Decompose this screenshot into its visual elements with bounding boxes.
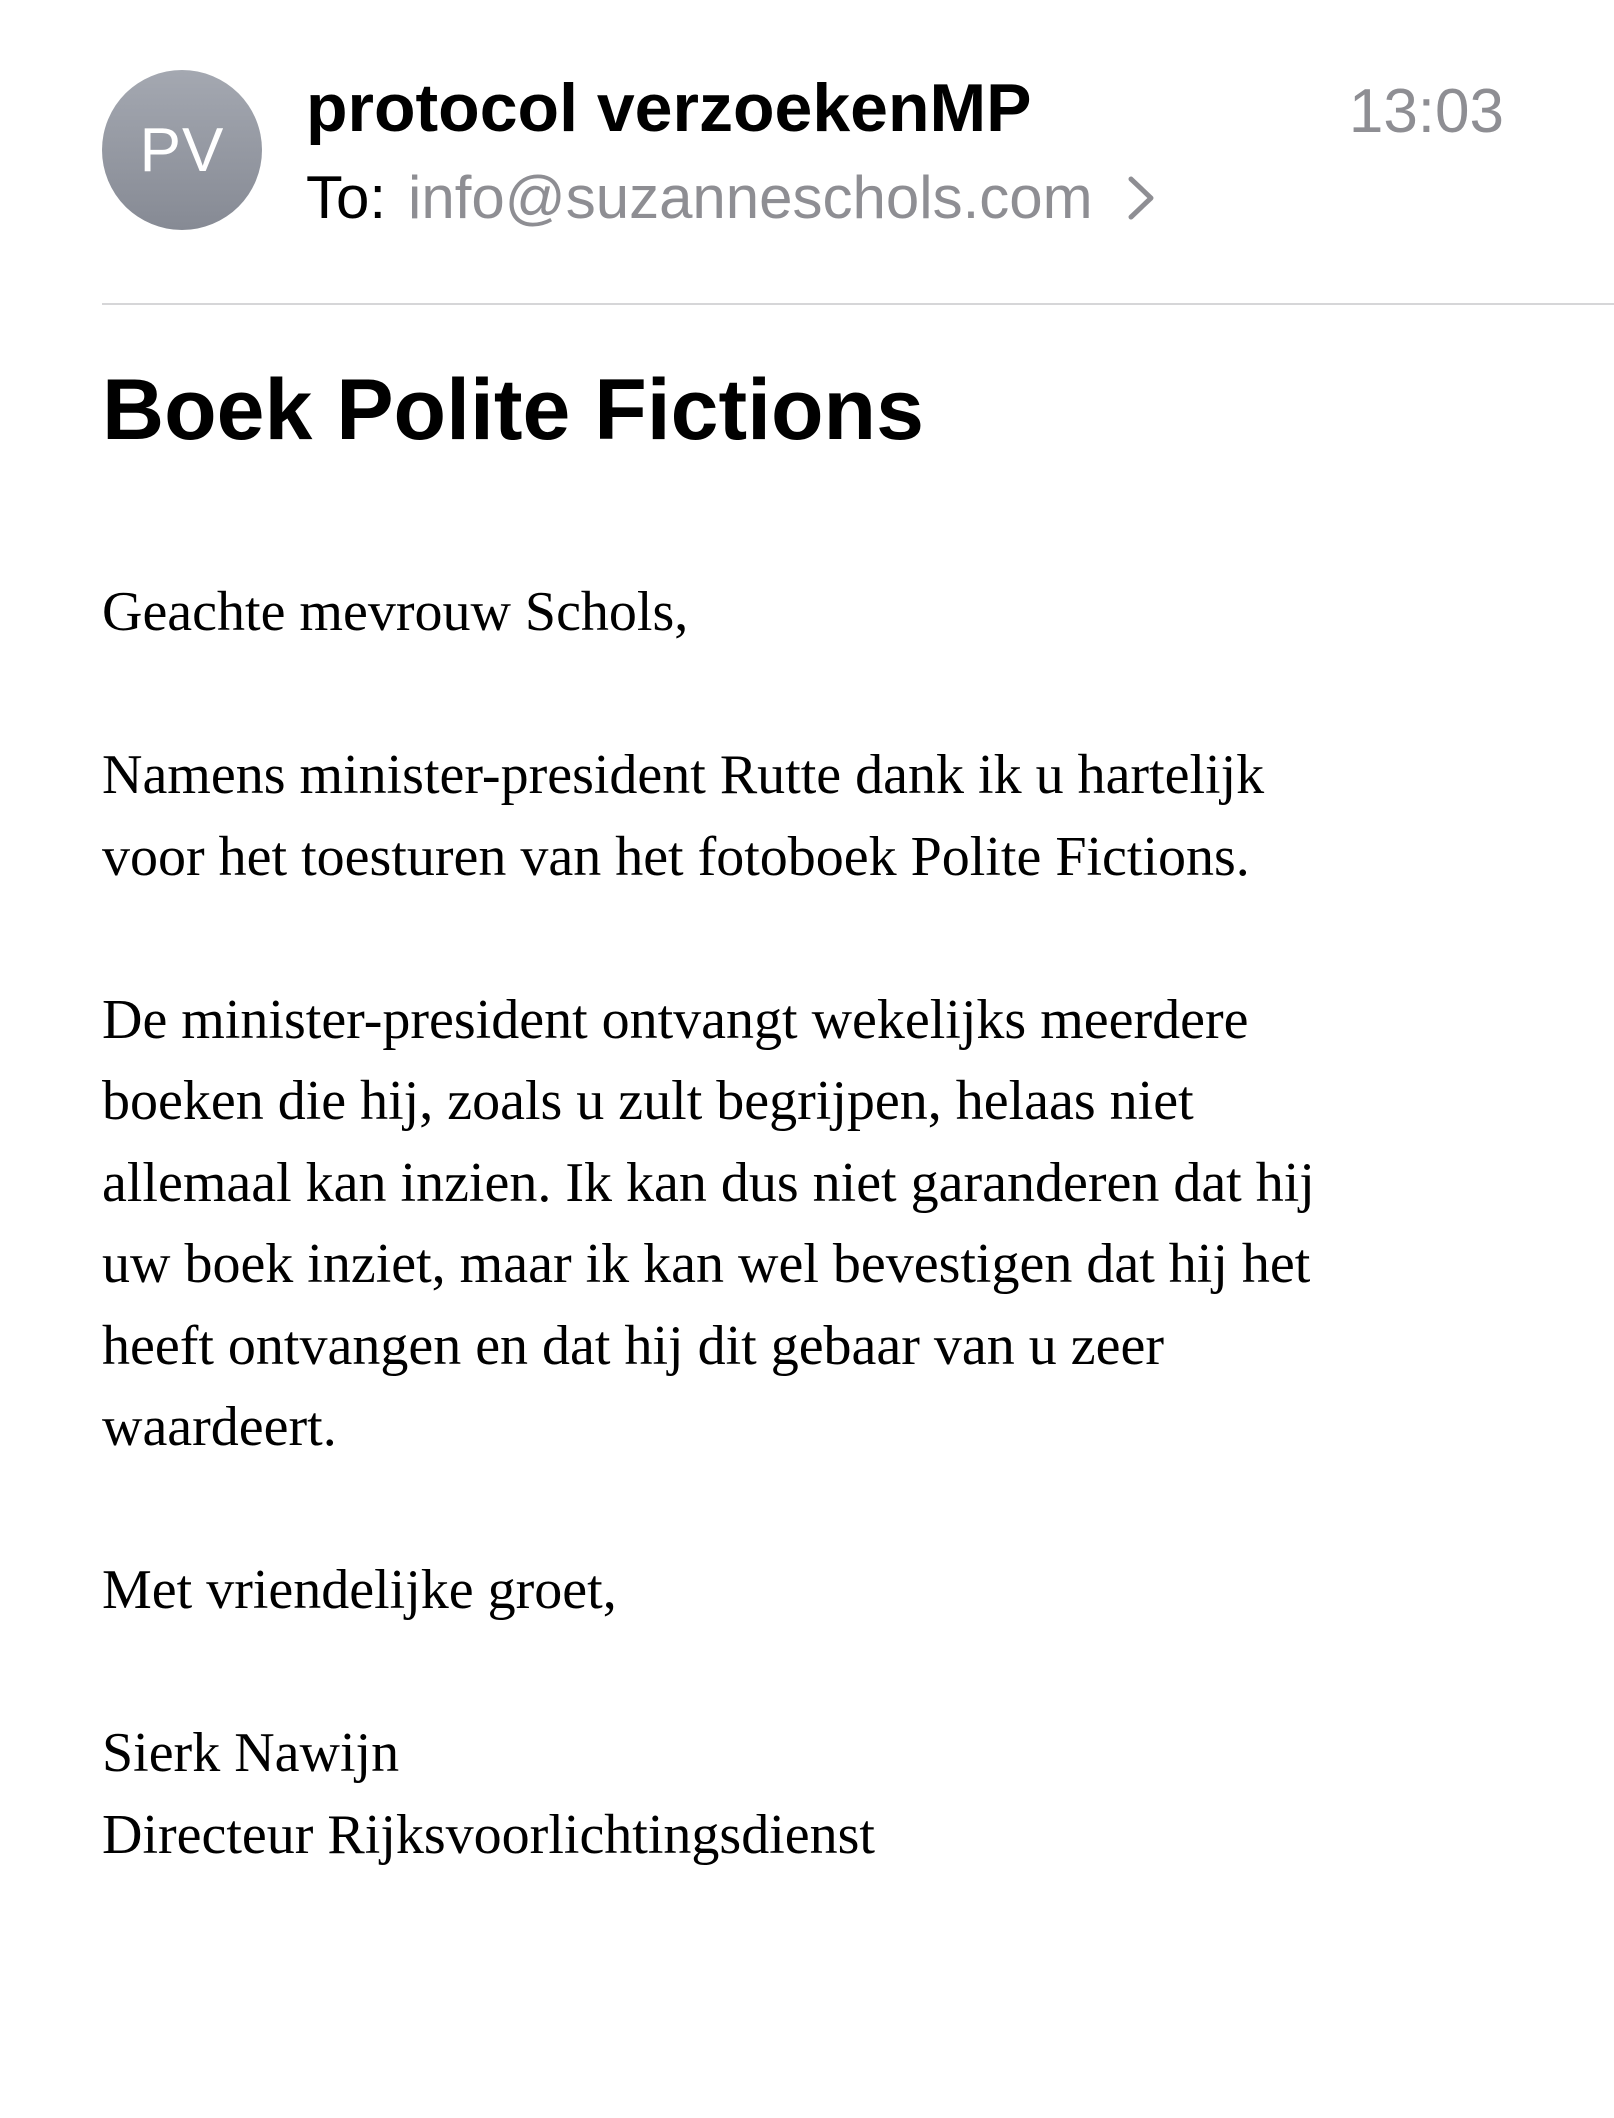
paragraph-spacer bbox=[102, 654, 1582, 736]
signature-name: Sierk Nawijn bbox=[102, 1722, 400, 1784]
paragraph-2-line-4: uw boek inziet, maar ik kan wel bevestigen dat hij het bbox=[102, 1233, 1311, 1295]
header-divider bbox=[102, 303, 1614, 305]
paragraph-spacer bbox=[102, 1469, 1582, 1551]
paragraph-2-line-1: De minister-president ontvangt wekelijks meerdere bbox=[102, 988, 1249, 1051]
message-subject: Boek Polite Fictions bbox=[102, 362, 924, 458]
message-time: 13:03 bbox=[1348, 77, 1504, 146]
sender-name[interactable]: protocol verzoekenMP bbox=[306, 70, 1032, 146]
paragraph-1-line-1: Namens minister-president Rutte dank ik u hartelijk bbox=[102, 744, 1265, 806]
greeting-line: Geachte mevrouw Schols, bbox=[102, 581, 689, 643]
paragraph-1-line-2: voor het toesturen van het fotoboek Polite Fictions. bbox=[102, 825, 1250, 888]
paragraph-spacer bbox=[102, 898, 1582, 980]
paragraph-spacer bbox=[102, 1632, 1582, 1714]
avatar-initials: PV bbox=[139, 115, 225, 185]
message-header bbox=[0, 0, 1614, 305]
paragraph-2-line-2: boeken die hij, zoals u zult begrijpen, helaas niet bbox=[102, 1070, 1194, 1132]
signature-title: Directeur Rijksvoorlichtingsdienst bbox=[102, 1803, 875, 1866]
recipient-address[interactable]: info@suzanneschols.com bbox=[408, 164, 1093, 231]
closing-line: Met vriendelijke groet, bbox=[102, 1559, 617, 1621]
message-body bbox=[102, 572, 1582, 1876]
chevron-right-icon[interactable] bbox=[1123, 173, 1159, 223]
paragraph-2-line-3: allemaal kan inzien. Ik kan dus niet garanderen dat hij bbox=[102, 1151, 1315, 1214]
paragraph-2-line-6: waardeert. bbox=[102, 1396, 337, 1458]
paragraph-2-line-5: heeft ontvangen en dat hij dit gebaar van u zeer bbox=[102, 1314, 1164, 1377]
recipient-row[interactable] bbox=[306, 160, 1159, 236]
to-label: To: bbox=[306, 164, 387, 231]
sender-avatar[interactable] bbox=[102, 70, 262, 230]
